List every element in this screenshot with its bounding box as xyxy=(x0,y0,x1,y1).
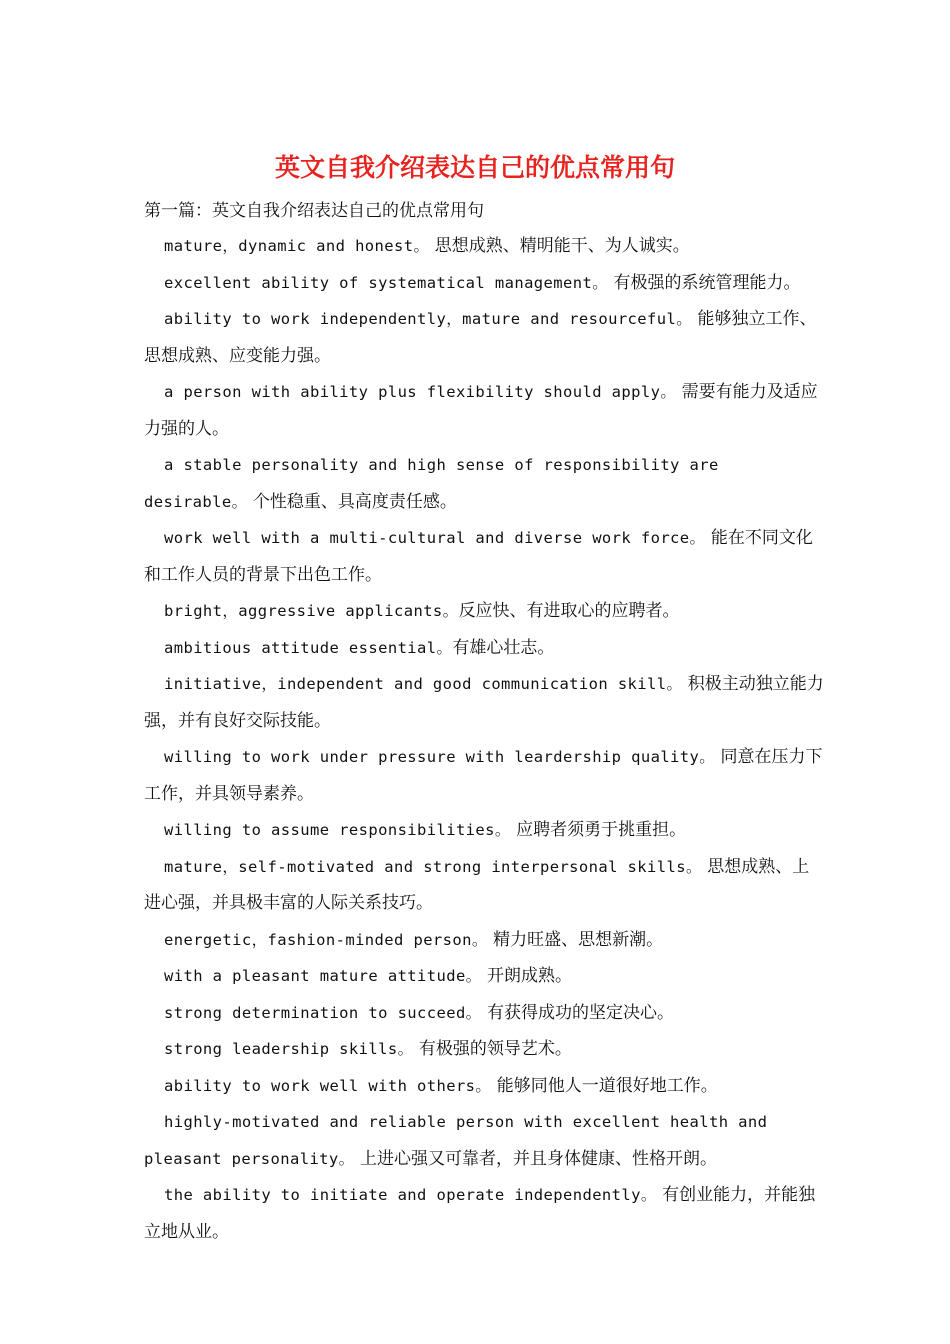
english-phrase: willing to work under pressure with leardership quality。 xyxy=(164,748,716,766)
chinese-translation: 有获得成功的坚定决心。 xyxy=(481,1002,674,1023)
english-phrase: ambitious attitude essential。 xyxy=(164,638,453,657)
english-phrase: energetic，fashion-minded person。 xyxy=(164,930,488,949)
phrase-entry xyxy=(144,1104,824,1177)
english-phrase: a stable personality and high sense of responsibility are desirable。 xyxy=(144,456,719,511)
chinese-translation: 有极强的领导艺术。 xyxy=(413,1039,572,1059)
phrase-entry xyxy=(144,1031,824,1068)
phrase-entry xyxy=(144,265,824,302)
english-phrase: strong determination to succeed。 xyxy=(164,1003,482,1022)
chinese-translation: 反应快、有进取心的应聘者。 xyxy=(458,601,680,621)
phrase-entry xyxy=(144,228,824,265)
english-phrase: excellent ability of systematical management。 xyxy=(164,273,609,292)
english-phrase: ability to work independently，mature and resourceful。 xyxy=(164,310,693,328)
chinese-translation: 应聘者须勇于挑重担。 xyxy=(510,820,687,840)
english-phrase: highly-motivated and reliable person with excellent health and pleasant personality。 xyxy=(144,1113,768,1168)
section-heading: 第一篇：英文自我介绍表达自己的优点常用句 xyxy=(144,201,484,221)
phrase-entry xyxy=(144,812,824,849)
phrase-entry xyxy=(144,520,824,593)
chinese-translation: 同意在压力下工作，并具领导素养。 xyxy=(144,747,823,804)
chinese-translation: 有创业能力，并能独立地从业。 xyxy=(144,1185,816,1242)
phrase-entry xyxy=(144,958,824,995)
phrase-entry xyxy=(144,739,824,812)
phrase-entry xyxy=(144,922,824,959)
english-phrase: strong leadership skills。 xyxy=(164,1040,414,1058)
phrase-entry xyxy=(144,849,824,922)
phrase-entry xyxy=(144,593,824,630)
phrase-entry xyxy=(144,374,824,447)
phrase-entry xyxy=(144,666,824,739)
phrase-list xyxy=(144,228,824,1250)
chinese-translation: 能够同他人一道很好地工作。 xyxy=(491,1075,718,1096)
english-phrase: ability to work well with others。 xyxy=(164,1076,492,1095)
english-phrase: willing to assume responsibilities。 xyxy=(164,821,511,839)
english-phrase: with a pleasant mature attitude。 xyxy=(164,967,482,985)
chinese-translation: 需要有能力及适应力强的人。 xyxy=(144,382,818,439)
english-phrase: bright，aggressive applicants。 xyxy=(164,602,459,620)
chinese-translation: 能在不同文化和工作人员的背景下出色工作。 xyxy=(144,528,813,585)
chinese-translation: 能够独立工作、思想成熟、应变能力强。 xyxy=(144,309,817,366)
chinese-translation: 积极主动独立能力强，并有良好交际技能。 xyxy=(144,674,824,731)
phrase-entry xyxy=(144,301,824,374)
document-title: 英文自我介绍表达自己的优点常用句 xyxy=(274,153,675,182)
english-phrase: mature，self-motivated and strong interpersonal skills。 xyxy=(164,857,702,876)
chinese-translation: 开朗成熟。 xyxy=(481,966,572,986)
chinese-translation: 上进心强又可靠者，并且身体健康、性格开朗。 xyxy=(354,1148,717,1169)
phrase-entry xyxy=(144,1068,824,1105)
chinese-translation: 思想成熟、精明能干、为人诚实。 xyxy=(429,236,690,256)
chinese-translation: 有雄心壮志。 xyxy=(452,637,555,658)
chinese-translation: 精力旺盛、思想新潮。 xyxy=(487,929,664,950)
phrase-entry xyxy=(144,630,824,667)
chinese-translation: 个性稳重、具高度责任感。 xyxy=(247,491,457,512)
chinese-translation: 有极强的系统管理能力。 xyxy=(608,272,801,293)
english-phrase: the ability to initiate and operate independently。 xyxy=(164,1186,657,1204)
english-phrase: work well with a multi-cultural and diverse work force。 xyxy=(164,529,706,547)
phrase-entry xyxy=(144,995,824,1032)
phrase-entry xyxy=(144,447,824,520)
english-phrase: a person with ability plus flexibility should apply。 xyxy=(164,383,677,401)
english-phrase: mature，dynamic and honest。 xyxy=(164,237,430,255)
phrase-entry xyxy=(144,1177,824,1250)
english-phrase: initiative，independent and good communication skill。 xyxy=(164,675,683,693)
chinese-translation: 思想成熟、上进心强，并具极丰富的人际关系技巧。 xyxy=(144,856,810,913)
